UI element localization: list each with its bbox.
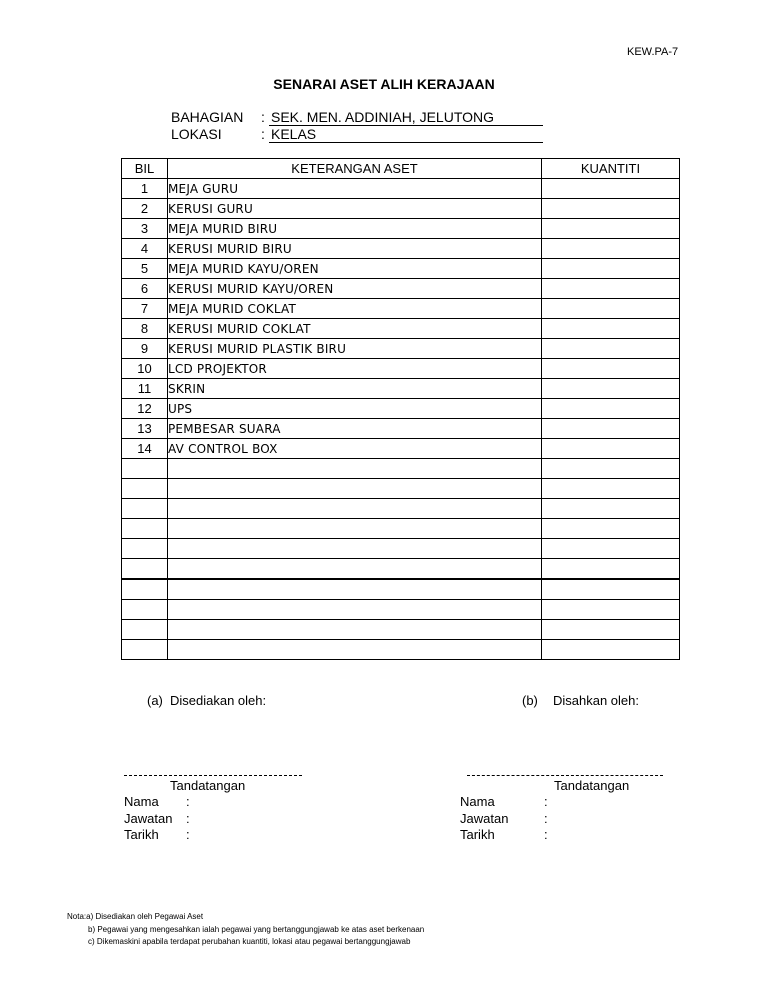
table-row — [122, 439, 680, 459]
bil-cell — [122, 640, 168, 660]
table-row — [122, 519, 680, 539]
bil-cell: 12 — [122, 399, 168, 419]
description-cell: KERUSI MURID COKLAT — [168, 319, 542, 339]
quantity-cell — [542, 379, 680, 399]
table-row — [122, 219, 680, 239]
nama-colon-right: : — [544, 794, 548, 809]
bil-cell: 7 — [122, 299, 168, 319]
lokasi-label: LOKASI — [171, 126, 222, 142]
quantity-cell — [542, 479, 680, 499]
quantity-cell — [542, 279, 680, 299]
quantity-cell — [542, 359, 680, 379]
table-row — [122, 499, 680, 519]
bil-cell: 2 — [122, 199, 168, 219]
quantity-cell — [542, 579, 680, 600]
bil-cell: 6 — [122, 279, 168, 299]
description-cell: AV CONTROL BOX — [168, 439, 542, 459]
nama-colon-left: : — [186, 794, 190, 809]
description-cell — [168, 640, 542, 660]
description-cell — [168, 539, 542, 559]
signature-line-right — [467, 775, 663, 776]
description-cell — [168, 499, 542, 519]
col-header-bil: BIL — [122, 159, 168, 179]
bil-cell — [122, 519, 168, 539]
bil-cell — [122, 459, 168, 479]
lokasi-value: KELAS — [269, 126, 543, 143]
quantity-cell — [542, 620, 680, 640]
table-row — [122, 459, 680, 479]
note-c: c) Dikemaskini apabila terdapat perubahan kuantiti, lokasi atau pegawai bertanggungjawab — [88, 937, 411, 946]
bil-cell: 1 — [122, 179, 168, 199]
description-cell — [168, 479, 542, 499]
tarikh-label-right: Tarikh — [460, 827, 495, 842]
table-row — [122, 559, 680, 580]
tarikh-colon-left: : — [186, 827, 190, 842]
signature-caption-right: Tandatangan — [554, 778, 630, 793]
bil-cell: 8 — [122, 319, 168, 339]
asset-table — [121, 158, 680, 660]
nama-label-right: Nama — [460, 794, 495, 809]
table-row — [122, 259, 680, 279]
quantity-cell — [542, 519, 680, 539]
table-row — [122, 620, 680, 640]
description-cell — [168, 559, 542, 580]
table-row — [122, 600, 680, 620]
description-cell — [168, 600, 542, 620]
quantity-cell — [542, 179, 680, 199]
table-row — [122, 319, 680, 339]
quantity-cell — [542, 319, 680, 339]
quantity-cell — [542, 600, 680, 620]
quantity-cell — [542, 199, 680, 219]
quantity-cell — [542, 339, 680, 359]
note-b: b) Pegawai yang mengesahkan ialah pegawai yang bertanggungjawab ke atas aset berkenaan — [88, 925, 425, 934]
description-cell: UPS — [168, 399, 542, 419]
table-row — [122, 199, 680, 219]
table-row — [122, 339, 680, 359]
table-row — [122, 539, 680, 559]
quantity-cell — [542, 299, 680, 319]
bahagian-value: SEK. MEN. ADDINIAH, JELUTONG — [269, 109, 543, 126]
description-cell — [168, 459, 542, 479]
table-row — [122, 359, 680, 379]
jawatan-label-right: Jawatan — [460, 811, 509, 826]
quantity-cell — [542, 459, 680, 479]
tarikh-label-left: Tarikh — [124, 827, 159, 842]
bahagian-colon: : — [261, 109, 265, 125]
jawatan-colon-right: : — [544, 811, 548, 826]
bil-cell: 11 — [122, 379, 168, 399]
jawatan-colon-left: : — [186, 811, 190, 826]
quantity-cell — [542, 559, 680, 580]
description-cell: MEJA MURID COKLAT — [168, 299, 542, 319]
description-cell — [168, 519, 542, 539]
description-cell: KERUSI MURID BIRU — [168, 239, 542, 259]
description-cell: PEMBESAR SUARA — [168, 419, 542, 439]
note-a: Nota:a) Disediakan oleh Pegawai Aset — [67, 912, 204, 921]
approved-by-label: Disahkan oleh: — [553, 693, 639, 708]
table-row — [122, 279, 680, 299]
description-cell: KERUSI MURID KAYU/OREN — [168, 279, 542, 299]
page-title: SENARAI ASET ALIH KERAJAAN — [273, 76, 495, 92]
bil-cell: 5 — [122, 259, 168, 279]
bahagian-label: BAHAGIAN — [171, 109, 244, 125]
quantity-cell — [542, 419, 680, 439]
prepared-by-marker: (a) — [147, 693, 163, 708]
approved-by-marker: (b) — [522, 693, 538, 708]
nama-label-left: Nama — [124, 794, 159, 809]
bil-cell: 4 — [122, 239, 168, 259]
description-cell: MEJA MURID BIRU — [168, 219, 542, 239]
quantity-cell — [542, 239, 680, 259]
table-header-row — [122, 159, 680, 179]
bil-cell — [122, 579, 168, 600]
tarikh-colon-right: : — [544, 827, 548, 842]
quantity-cell — [542, 259, 680, 279]
description-cell: KERUSI GURU — [168, 199, 542, 219]
table-row — [122, 640, 680, 660]
bil-cell — [122, 499, 168, 519]
bil-cell: 3 — [122, 219, 168, 239]
table-row — [122, 399, 680, 419]
table-row — [122, 379, 680, 399]
bil-cell: 13 — [122, 419, 168, 439]
description-cell — [168, 620, 542, 640]
bil-cell — [122, 600, 168, 620]
bil-cell: 14 — [122, 439, 168, 459]
description-cell: MEJA GURU — [168, 179, 542, 199]
signature-line-left — [124, 775, 302, 776]
quantity-cell — [542, 439, 680, 459]
bil-cell — [122, 620, 168, 640]
table-row — [122, 239, 680, 259]
table-row — [122, 179, 680, 199]
bil-cell: 9 — [122, 339, 168, 359]
quantity-cell — [542, 499, 680, 519]
table-row — [122, 479, 680, 499]
bil-cell — [122, 559, 168, 580]
description-cell: MEJA MURID KAYU/OREN — [168, 259, 542, 279]
lokasi-colon: : — [261, 126, 265, 142]
signature-caption-left: Tandatangan — [170, 778, 246, 793]
quantity-cell — [542, 399, 680, 419]
quantity-cell — [542, 219, 680, 239]
table-row — [122, 299, 680, 319]
description-cell: LCD PROJEKTOR — [168, 359, 542, 379]
col-header-keterangan: KETERANGAN ASET — [168, 159, 542, 179]
prepared-by-label: Disediakan oleh: — [170, 693, 267, 708]
bil-cell — [122, 479, 168, 499]
description-cell: SKRIN — [168, 379, 542, 399]
quantity-cell — [542, 539, 680, 559]
form-code: KEW.PA-7 — [627, 46, 679, 58]
table-row — [122, 419, 680, 439]
description-cell: KERUSI MURID PLASTIK BIRU — [168, 339, 542, 359]
quantity-cell — [542, 640, 680, 660]
bil-cell: 10 — [122, 359, 168, 379]
bil-cell — [122, 539, 168, 559]
table-row — [122, 579, 680, 600]
jawatan-label-left: Jawatan — [124, 811, 173, 826]
col-header-kuantiti: KUANTITI — [542, 159, 680, 179]
description-cell — [168, 579, 542, 600]
